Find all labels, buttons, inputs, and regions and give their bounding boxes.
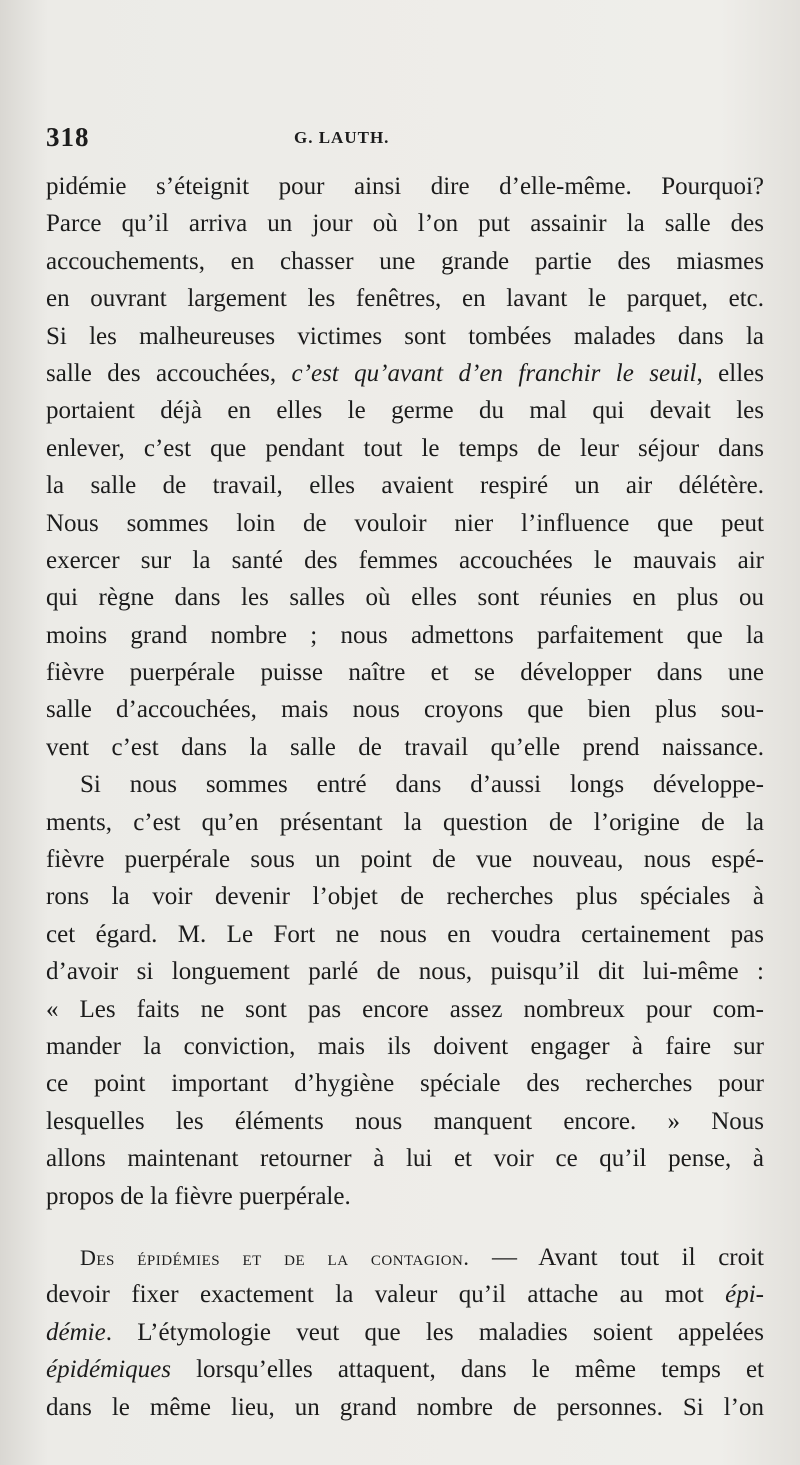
text-line: Parce qu’il arriva un jour où l’on put assainir la salle des [46, 210, 764, 238]
text-line: pidémie s’éteignit pour ainsi dire d’elle-même. Pourquoi? [46, 173, 764, 200]
text-line: mander la conviction, mais ils doivent engager à faire sur [46, 1032, 764, 1060]
text-span: , elles [696, 359, 764, 387]
section-heading: Des épidémies et de la contagion. [80, 1244, 470, 1270]
text-line: allons maintenant retourner à lui et voir ce qu’il pense, à [46, 1145, 764, 1173]
text-line: salle d’accouchées, mais nous croyons que bien plus sou- [46, 696, 764, 724]
text-line [46, 1351, 764, 1388]
text-line: rons la voir devenir l’objet de recherches plus spéciales à [46, 883, 764, 911]
body-text [46, 168, 764, 1426]
text-line: dans le même lieu, un grand nombre de personnes. Si l’on [46, 1393, 764, 1421]
text-line: Si nous sommes entré dans d’aussi longs développe- [80, 771, 764, 799]
text-line: lesquelles les éléments nous manquent encore. » Nous [46, 1107, 764, 1135]
text-line: accouchements, en chasser une grande partie des miasmes [46, 247, 764, 275]
text-line: en ouvrant largement les fenêtres, en lavant le parquet, etc. [46, 285, 764, 313]
text-line: d’avoir si longuement parlé de nous, puisqu’il dit lui-même : [46, 958, 764, 986]
text-span: devoir fixer exactement la valeur qu’il attache au mot [46, 1281, 726, 1309]
page-number: 318 [46, 122, 90, 152]
page-header [46, 122, 764, 162]
text-line: qui règne dans les salles où elles sont réunies en plus ou [46, 584, 764, 612]
text-line [46, 1314, 764, 1351]
text-line [46, 355, 764, 392]
italic-phrase: épidémiques [46, 1356, 171, 1384]
text-line: moins grand nombre ; nous admettons parfaitement que la [46, 621, 764, 649]
text-line: portaient déjà en elles le germe du mal qui devait les [46, 397, 764, 425]
running-head: G. LAUTH. [294, 128, 390, 147]
text-line: la salle de travail, elles avaient respiré un air délétère. [46, 472, 764, 500]
text-line: Si les malheureuses victimes sont tombées malades dans la [46, 322, 764, 350]
text-line: Nous sommes loin de vouloir nier l’influence que peut [46, 509, 764, 537]
italic-phrase: épi- [725, 1281, 764, 1309]
text-line: exercer sur la santé des femmes accouchées le mauvais air [46, 546, 764, 574]
text-span: Avant tout il croit [538, 1243, 764, 1271]
text-line: propos de la fièvre puerpérale. [46, 1182, 351, 1210]
text-span: lorsqu’elles attaquent, dans le même temps et [170, 1356, 764, 1384]
italic-phrase: démie [46, 1318, 106, 1346]
text-line: enlever, c’est que pendant tout le temps de leur séjour dans [46, 434, 764, 462]
em-dash: — [469, 1243, 539, 1271]
text-line: vent c’est dans la salle de travail qu’elle prend naissance. [46, 733, 764, 761]
text-line: fièvre puerpérale puisse naître et se développer dans une [46, 659, 764, 687]
text-line [46, 1276, 764, 1313]
text-line: cet égard. M. Le Fort ne nous en voudra certainement pas [46, 920, 764, 948]
text-line: ments, c’est qu’en présentant la question de l’origine de la [46, 808, 764, 836]
section-first-line [46, 1239, 764, 1276]
italic-phrase: c’est qu’avant d’en franchir le seuil [291, 359, 697, 387]
text-span: . L’étymologie veut que les maladies soient appelées [105, 1318, 764, 1346]
text-line: « Les faits ne sont pas encore assez nombreux pour com- [46, 995, 764, 1023]
text-line: fièvre puerpérale sous un point de vue nouveau, nous espé- [46, 846, 764, 874]
text-span: salle des accouchées, [46, 359, 292, 387]
text-line: ce point important d’hygiène spéciale des recherches pour [46, 1070, 764, 1098]
